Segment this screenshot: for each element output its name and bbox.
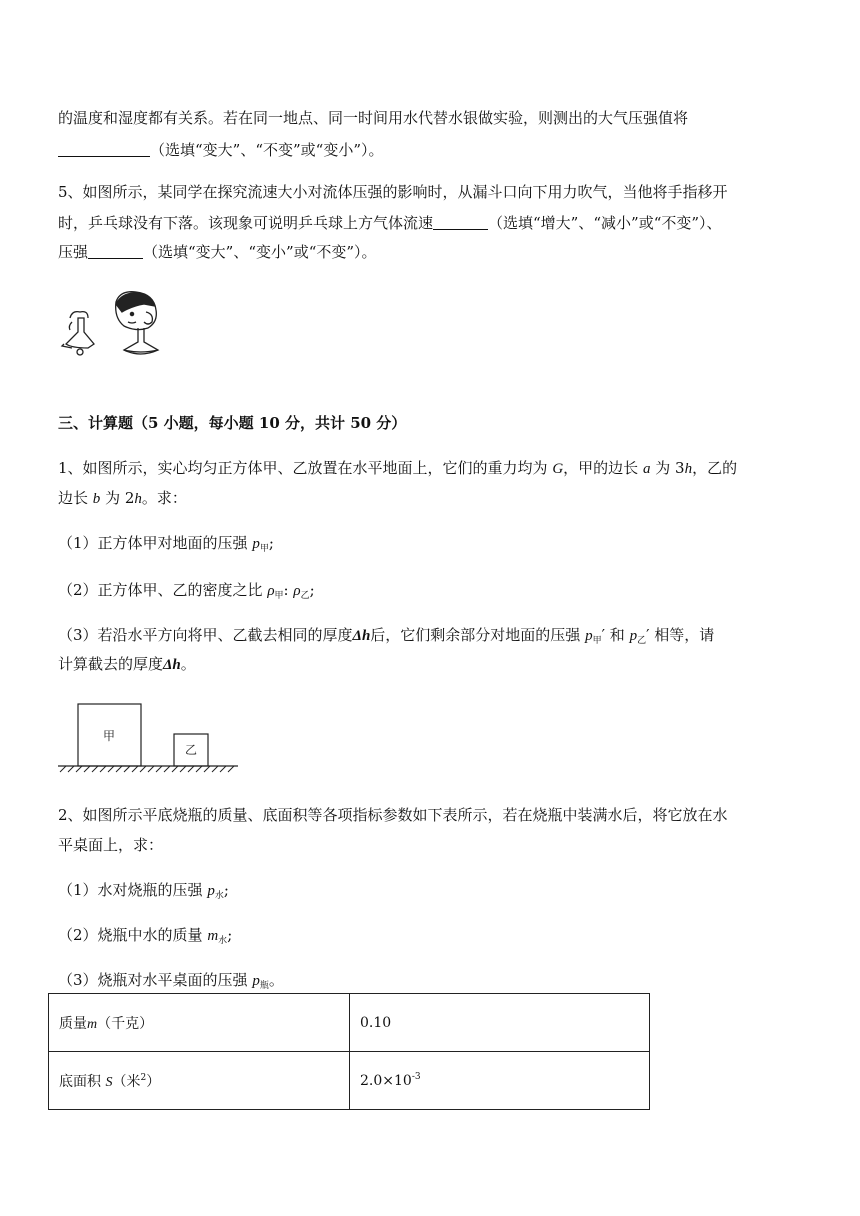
q5-line3: 压强 （选填“变大”、“变小”或“不变”）。 (58, 243, 377, 261)
table-cell-label: 底面积 S（米$^2$） (49, 1052, 350, 1110)
hand-funnel-icon (62, 312, 94, 355)
c1-sub3-line1: （3）若沿水平方向将甲、乙截去相同的厚度Δh后，它们剩余部分对地面的压强 $p_甲'$ 和 $p_乙'$ 相等，请 (58, 626, 715, 646)
funnel-experiment-figure (58, 288, 173, 360)
c2-line2: 平桌面上，求： (58, 836, 164, 854)
c2-line1: 2、如图所示平底烧瓶的质量、底面积等各项指标参数如下表所示，若在烧瓶中装满水后，将它放在水 (58, 806, 728, 824)
table-row (49, 994, 650, 1052)
funnel-icon (124, 328, 158, 354)
answer-blank[interactable] (433, 215, 488, 230)
cube-jia-label: 甲 (102, 729, 116, 743)
table-row (49, 1052, 650, 1110)
ground-hatch (60, 766, 234, 772)
answer-blank[interactable] (58, 142, 150, 157)
c2-sub3: （3）烧瓶对水平桌面的压强 $p_瓶$。 (58, 971, 284, 991)
table-cell-value: $2.0\times 10^{-3}$ (350, 1052, 650, 1110)
cube-yi-label: 乙 (184, 743, 198, 757)
cubes-figure (56, 700, 242, 780)
c1-line1: 1、如图所示，实心均匀正方体甲、乙放置在水平地面上，它们的重力均为 G，甲的边长 a 为 3h，乙的 (58, 459, 738, 477)
parameter-table (48, 993, 650, 1110)
table-cell-value: 0.10 (350, 994, 650, 1052)
q4-line1: 的温度和湿度都有关系。若在同一地点、同一时间用水代替水银做实验，则测出的大气压强值将 (58, 109, 689, 127)
c1-sub2: （2）正方体甲、乙的密度之比 $\rho_甲$: $\rho_乙$; (58, 581, 315, 601)
q4-line2: （选填“变大”、“不变”或“变小”）。 (58, 140, 384, 160)
c1-line2: 边长 b 为 2h。求： (58, 489, 187, 507)
person-head-icon (116, 292, 157, 330)
q5-line2: 时，乒乓球没有下落。该现象可说明乒乓球上方气体流速 （选填“增大”、“减小”或“不变”）、 (58, 214, 722, 232)
c2-sub2: （2）烧瓶中水的质量 $m_水$; (58, 926, 233, 946)
c1-sub3-line2: 计算截去的厚度Δh。 (58, 655, 196, 673)
c1-sub1: （1）正方体甲对地面的压强 $p_甲$; (58, 534, 274, 554)
c2-sub1: （1）水对烧瓶的压强 $p_水$; (58, 881, 229, 901)
answer-blank[interactable] (88, 244, 143, 259)
q5-line1: 5、如图所示，某同学在探究流速大小对流体压强的影响时，从漏斗口向下用力吹气，当他将手指移开 (58, 183, 728, 201)
table-cell-label: 质量m（千克） (49, 994, 350, 1052)
section-heading: 三、计算题（5 小题，每小题 10 分，共计 50 分） (58, 414, 407, 432)
